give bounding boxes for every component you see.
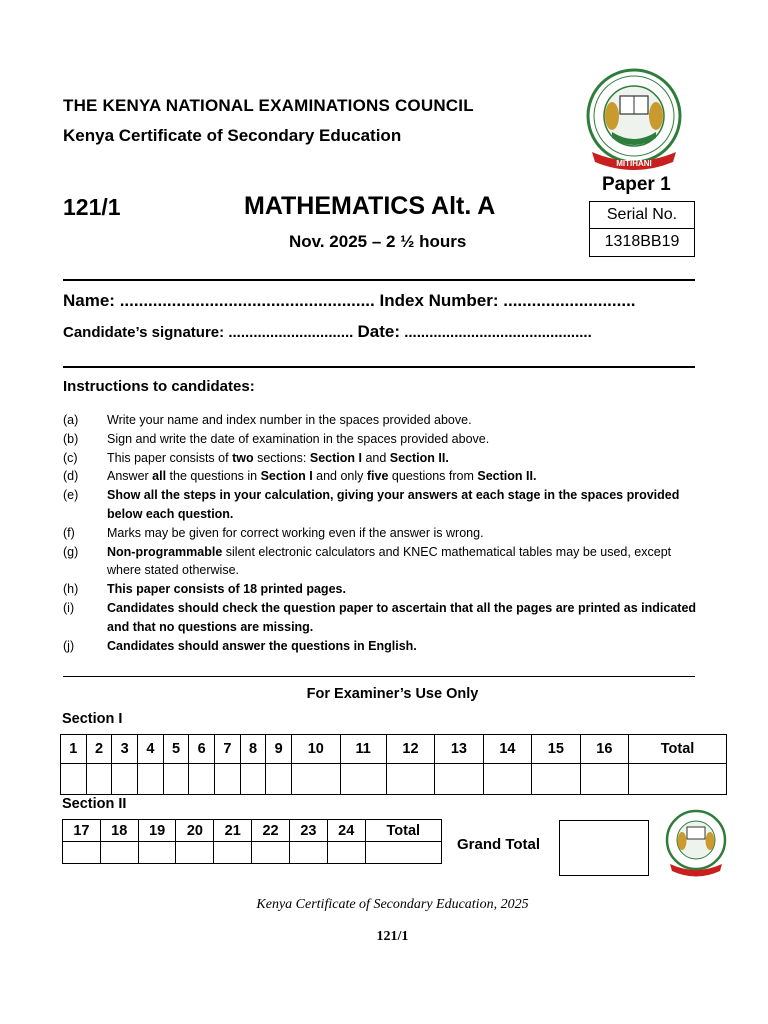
instruction-label: (b) [63, 431, 79, 446]
section-1-header-cell: 2 [86, 735, 112, 764]
date-field[interactable]: ............................................. [404, 324, 592, 341]
name-field[interactable]: ...................................................... [119, 291, 375, 310]
section-1-score-cell[interactable] [266, 764, 292, 795]
knec-seal-small-icon [662, 808, 730, 880]
section-2-score-cell[interactable] [365, 842, 441, 864]
section-2-header-cell: 18 [100, 820, 138, 842]
section-1-score-cell[interactable] [435, 764, 483, 795]
section-1-header-cell: 16 [580, 735, 628, 764]
instruction-item [63, 580, 703, 599]
section-1-header-cell: 7 [215, 735, 241, 764]
section-2-header-cell: Total [365, 820, 441, 842]
instruction-text: This paper consists of two sections: Section I and Section II. [107, 450, 449, 465]
divider [63, 279, 695, 281]
instruction-text: Marks may be given for correct working even if the answer is wrong. [107, 525, 484, 540]
instructions-title: Instructions to candidates: [63, 378, 255, 395]
instruction-item [63, 599, 703, 637]
instruction-text: Show all the steps in your calculation, giving your answers at each stage in the spaces provided below each question. [107, 488, 680, 521]
instruction-label: (a) [63, 413, 79, 427]
instruction-label: (d) [63, 469, 79, 484]
instruction-text: Sign and write the date of examination in the spaces provided above. [107, 431, 490, 446]
footer-paper-code: 121/1 [376, 929, 409, 944]
section-2-score-cell[interactable] [176, 842, 214, 864]
section-2-label: Section II [62, 796, 127, 812]
paper-code: 121/1 [63, 194, 121, 220]
instruction-text: Answer all the questions in Section I and only five questions from Section II. [107, 469, 537, 484]
instruction-label: (i) [63, 600, 75, 615]
section-2-score-table [62, 819, 442, 864]
section-1-header-cell: Total [629, 735, 727, 764]
section-2-score-cell[interactable] [63, 842, 101, 864]
section-1-header-cell: 14 [483, 735, 531, 764]
section-1-header-cell: 13 [435, 735, 483, 764]
section-1-label: Section I [62, 711, 123, 727]
section-1-score-cell[interactable] [86, 764, 112, 795]
candidate-signature-line [63, 322, 695, 342]
section-2-score-cell[interactable] [138, 842, 176, 864]
section-1-score-cell[interactable] [240, 764, 266, 795]
section-1-score-cell[interactable] [386, 764, 434, 795]
section-2-header-cell: 17 [63, 820, 101, 842]
section-1-header-cell: 1 [61, 735, 87, 764]
section-1-score-cell[interactable] [340, 764, 386, 795]
instruction-label: (j) [63, 638, 75, 653]
section-1-score-cell[interactable] [189, 764, 215, 795]
section-1-score-cell[interactable] [215, 764, 241, 795]
section-1-score-cell[interactable] [532, 764, 580, 795]
section-2-header-cell: 24 [327, 820, 365, 842]
examiner-use-title: For Examiner’s Use Only [306, 686, 479, 702]
section-1-header-cell: 11 [340, 735, 386, 764]
instruction-item [63, 467, 703, 486]
serial-label: Serial No. [590, 202, 694, 229]
exam-date-duration: Nov. 2025 – 2 ½ hours [289, 232, 467, 251]
candidate-name-line [63, 291, 695, 311]
instruction-label: (h) [63, 582, 79, 597]
footer-text: Kenya Certificate of Secondary Education, 2025 [256, 897, 529, 912]
instruction-text: This paper consists of 18 printed pages. [107, 582, 346, 597]
council-name: THE KENYA NATIONAL EXAMINATIONS COUNCIL [63, 96, 474, 115]
instruction-item [63, 637, 703, 656]
section-2-header-cell: 19 [138, 820, 176, 842]
instruction-item [63, 449, 703, 468]
section-2-score-cell[interactable] [252, 842, 290, 864]
section-1-score-cell[interactable] [138, 764, 164, 795]
section-2-score-cell[interactable] [289, 842, 327, 864]
instruction-label: (g) [63, 544, 79, 559]
section-1-header-cell: 5 [163, 735, 189, 764]
signature-label: Candidate’s signature: [63, 324, 225, 341]
section-2-header-cell: 20 [176, 820, 214, 842]
section-1-header-cell: 15 [532, 735, 580, 764]
date-label: Date: [357, 322, 401, 341]
certificate-name: Kenya Certificate of Secondary Education [63, 126, 402, 145]
section-1-header-cell: 3 [112, 735, 138, 764]
instruction-label: (f) [63, 525, 75, 540]
section-1-score-cell[interactable] [483, 764, 531, 795]
section-1-score-table [60, 734, 727, 795]
section-2-score-cell[interactable] [327, 842, 365, 864]
instruction-text: Candidates should check the question paper to ascertain that all the pages are printed as indicated and that no questions are missing. [107, 600, 697, 634]
section-1-header-cell: 8 [240, 735, 266, 764]
section-1-header-cell: 6 [189, 735, 215, 764]
instruction-text: Candidates should answer the questions in English. [107, 638, 417, 653]
serial-box [589, 201, 695, 257]
divider [63, 676, 695, 677]
serial-value: 1318BB19 [604, 233, 680, 250]
instruction-item [63, 543, 703, 581]
section-2-score-cell[interactable] [100, 842, 138, 864]
grand-total-label: Grand Total [457, 836, 541, 853]
index-number-field[interactable]: ............................ [503, 291, 636, 310]
section-1-header-cell: 4 [138, 735, 164, 764]
section-1-score-cell[interactable] [163, 764, 189, 795]
instruction-label: (e) [63, 488, 79, 503]
section-2-header-cell: 23 [289, 820, 327, 842]
section-1-score-cell[interactable] [61, 764, 87, 795]
instruction-item [63, 486, 703, 524]
paper-number: Paper 1 [602, 174, 671, 195]
instruction-text: Non-programmable silent electronic calculators and KNEC mathematical tables may be used, except where stated otherwise. [107, 544, 672, 578]
divider [63, 366, 695, 368]
grand-total-box[interactable] [559, 820, 649, 876]
section-1-score-cell[interactable] [629, 764, 727, 795]
instruction-item [63, 430, 703, 449]
section-1-score-cell[interactable] [580, 764, 628, 795]
instruction-item [63, 411, 703, 430]
index-number-label: Index Number: [379, 291, 499, 310]
section-1-header-cell: 9 [266, 735, 292, 764]
name-label: Name: [63, 291, 115, 310]
section-1-header-cell: 12 [386, 735, 434, 764]
section-1-header-cell: 10 [292, 735, 340, 764]
section-2-header-cell: 22 [252, 820, 290, 842]
instruction-text: Write your name and index number in the spaces provided above. [107, 413, 472, 427]
seal-banner-text: MITIHANI [616, 159, 652, 168]
section-2-header-cell: 21 [214, 820, 252, 842]
instructions-list [63, 411, 703, 655]
instruction-label: (c) [63, 450, 78, 465]
signature-field[interactable]: .............................. [228, 324, 354, 341]
subject-title: MATHEMATICS Alt. A [244, 192, 496, 220]
section-2-score-cell[interactable] [214, 842, 252, 864]
section-1-score-cell[interactable] [292, 764, 340, 795]
knec-seal-icon [578, 66, 690, 176]
instruction-item [63, 524, 703, 543]
section-1-score-cell[interactable] [112, 764, 138, 795]
